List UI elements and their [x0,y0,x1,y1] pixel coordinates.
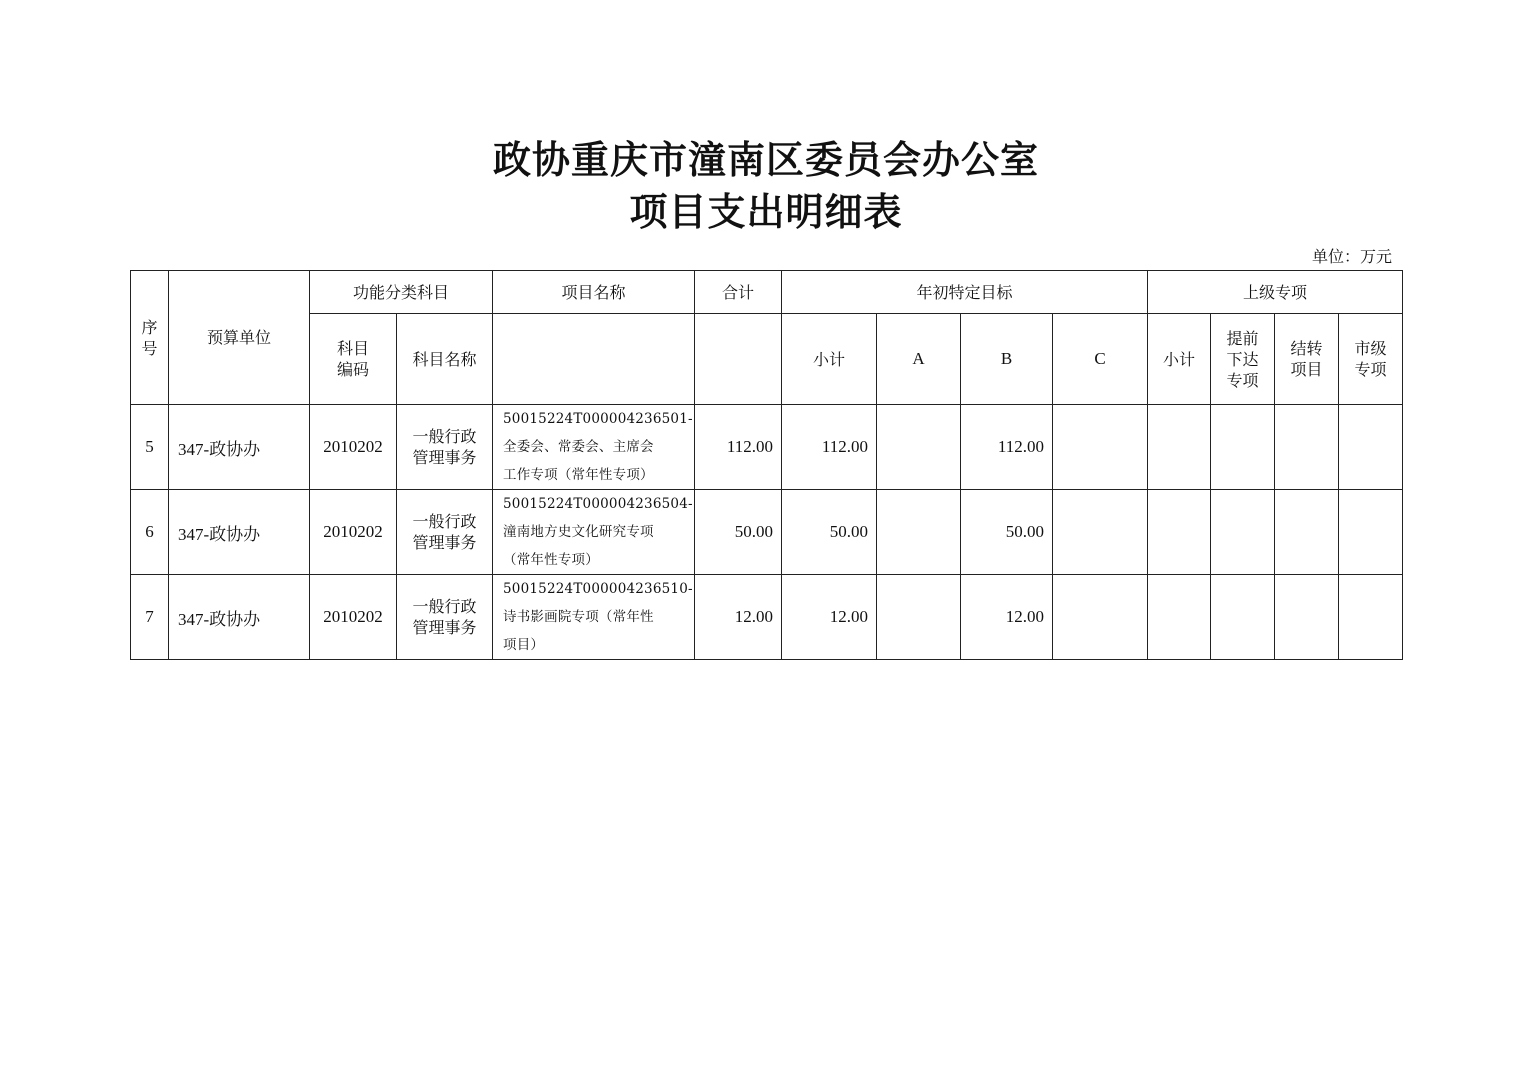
header-col-b: B [961,314,1053,405]
header-city: 市级 专项 [1339,314,1403,405]
cell-seq: 7 [131,575,169,660]
cell-project: 50015224T000004236504- 潼南地方史文化研究专项 （常年性专项） [493,490,695,575]
cell-c [1053,575,1148,660]
cell-c [1053,490,1148,575]
project-expenditure-table [130,270,1403,660]
cell-unit: 347-政协办 [169,405,310,490]
header-project-name-blank [493,314,695,405]
cell-sup-subtotal [1148,575,1211,660]
cell-advance [1211,405,1275,490]
cell-code: 2010202 [310,490,397,575]
cell-total: 50.00 [695,490,782,575]
cell-city [1339,405,1403,490]
cell-a [877,490,961,575]
header-annual-target: 年初特定目标 [782,271,1148,314]
cell-a [877,405,961,490]
cell-total: 112.00 [695,405,782,490]
header-func-class: 功能分类科目 [310,271,493,314]
header-row-2 [131,314,1403,405]
cell-seq: 6 [131,490,169,575]
header-row-1 [131,271,1403,314]
cell-project: 50015224T000004236510- 诗书影画院专项（常年性 项目） [493,575,695,660]
cell-seq: 5 [131,405,169,490]
cell-carryover [1275,575,1339,660]
header-seq: 序 号 [131,271,169,405]
cell-carryover [1275,405,1339,490]
cell-carryover [1275,490,1339,575]
cell-c [1053,405,1148,490]
header-annual-subtotal: 小计 [782,314,877,405]
header-subject-code: 科目 编码 [310,314,397,405]
title-line-1: 政协重庆市潼南区委员会办公室 [492,137,1039,182]
cell-sup-subtotal [1148,490,1211,575]
header-total: 合计 [695,271,782,314]
cell-code: 2010202 [310,575,397,660]
header-carryover: 结转 项目 [1275,314,1339,405]
header-budget-unit: 预算单位 [169,271,310,405]
header-superior-subtotal: 小计 [1148,314,1211,405]
header-col-c: C [1053,314,1148,405]
cell-subtotal: 50.00 [782,490,877,575]
cell-code: 2010202 [310,405,397,490]
cell-unit: 347-政协办 [169,575,310,660]
cell-b: 12.00 [961,575,1053,660]
cell-subject-name: 一般行政 管理事务 [397,405,493,490]
unit-label: 单位：万元 [1311,247,1392,266]
cell-b: 50.00 [961,490,1053,575]
cell-subtotal: 112.00 [782,405,877,490]
cell-subject-name: 一般行政 管理事务 [397,490,493,575]
document-title [0,134,1520,238]
cell-advance [1211,575,1275,660]
cell-unit: 347-政协办 [169,490,310,575]
cell-subject-name: 一般行政 管理事务 [397,575,493,660]
cell-city [1339,490,1403,575]
title-line-2: 项目支出明细表 [629,189,903,234]
cell-subtotal: 12.00 [782,575,877,660]
cell-a [877,575,961,660]
table-row [131,490,1403,575]
cell-b: 112.00 [961,405,1053,490]
header-project-name: 项目名称 [493,271,695,314]
header-total-blank [695,314,782,405]
header-col-a: A [877,314,961,405]
cell-sup-subtotal [1148,405,1211,490]
header-subject-name: 科目名称 [397,314,493,405]
cell-city [1339,575,1403,660]
table-row [131,575,1403,660]
cell-advance [1211,490,1275,575]
header-advance: 提前 下达 专项 [1211,314,1275,405]
cell-total: 12.00 [695,575,782,660]
header-superior: 上级专项 [1148,271,1403,314]
cell-project: 50015224T000004236501- 全委会、常委会、主席会 工作专项（常年性专项） [493,405,695,490]
table-row [131,405,1403,490]
